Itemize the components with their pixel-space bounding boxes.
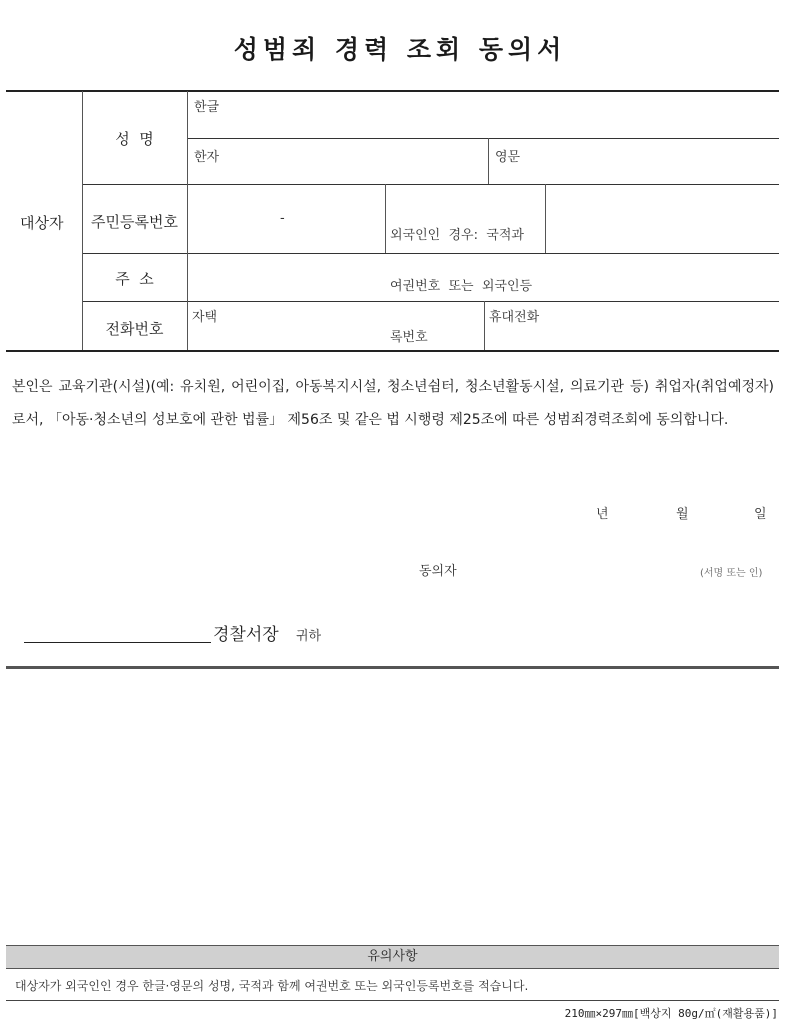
subject-label: 대상자 <box>20 214 64 232</box>
divider-foreigner-col <box>385 184 386 253</box>
table-top-border <box>6 90 779 92</box>
foreigner-note-line-3: 록번호 <box>390 330 428 345</box>
name-label: 성 명 <box>115 130 154 148</box>
rrn-value: - <box>280 211 285 226</box>
foreigner-note <box>390 193 532 363</box>
divider-label-col <box>187 91 188 350</box>
form-title: 성범죄 경력 조회 동의서 <box>233 35 567 64</box>
mobile-phone-label: 휴대전화 <box>489 310 540 325</box>
notice-text: 대상자가 외국인인 경우 한글·영문의 성명, 국적과 함께 여권번호 또는 외국인등록번호를 적습니다. <box>15 979 529 993</box>
addressee-suffix: 귀하 <box>296 629 322 644</box>
police-station-blank-line <box>24 642 211 643</box>
notice-bottom-border <box>6 1000 779 1001</box>
year-label: 년 <box>596 507 609 522</box>
day-label: 일 <box>754 507 767 522</box>
hanja-label: 한자 <box>194 150 220 165</box>
foreigner-note-line-2: 여권번호 또는 외국인등 <box>390 279 533 294</box>
police-chief-label: 경찰서장 <box>213 625 279 645</box>
consent-text: 본인은 교육기관(시설)(예: 유치원, 어린이집, 아동복지시설, 청소년쉼터, 청소년활동시설, 의료기관 등) 취업자(취업예정자)로서, 「아동·청소년의 성보호에 관한 법률」 제56조 및 같은 법 시행령 제25조에 따른 성범죄경력조회에 동의합니다. <box>12 379 774 428</box>
phone-label: 전화번호 <box>105 320 164 338</box>
consenter-label: 동의자 <box>419 564 457 579</box>
english-label: 영문 <box>495 150 521 165</box>
section-divider <box>6 666 779 669</box>
notice-header: 유의사항 <box>6 945 779 969</box>
home-phone-label: 자택 <box>192 310 218 325</box>
foreigner-note-line-1: 외국인인 경우: 국적과 <box>390 228 524 243</box>
divider-english-col <box>488 138 489 184</box>
month-label: 월 <box>676 507 689 522</box>
rrn-label: 주민등록번호 <box>91 213 178 231</box>
divider-name-rows <box>187 138 779 139</box>
paper-spec: 210㎜×297㎜[백상지 80g/㎡(재활용품)] <box>564 1007 778 1020</box>
divider-foreigner-value-col <box>545 184 546 253</box>
hangul-label: 한글 <box>194 100 220 115</box>
sign-hint: (서명 또는 인) <box>700 568 763 579</box>
address-label: 주 소 <box>115 270 154 288</box>
